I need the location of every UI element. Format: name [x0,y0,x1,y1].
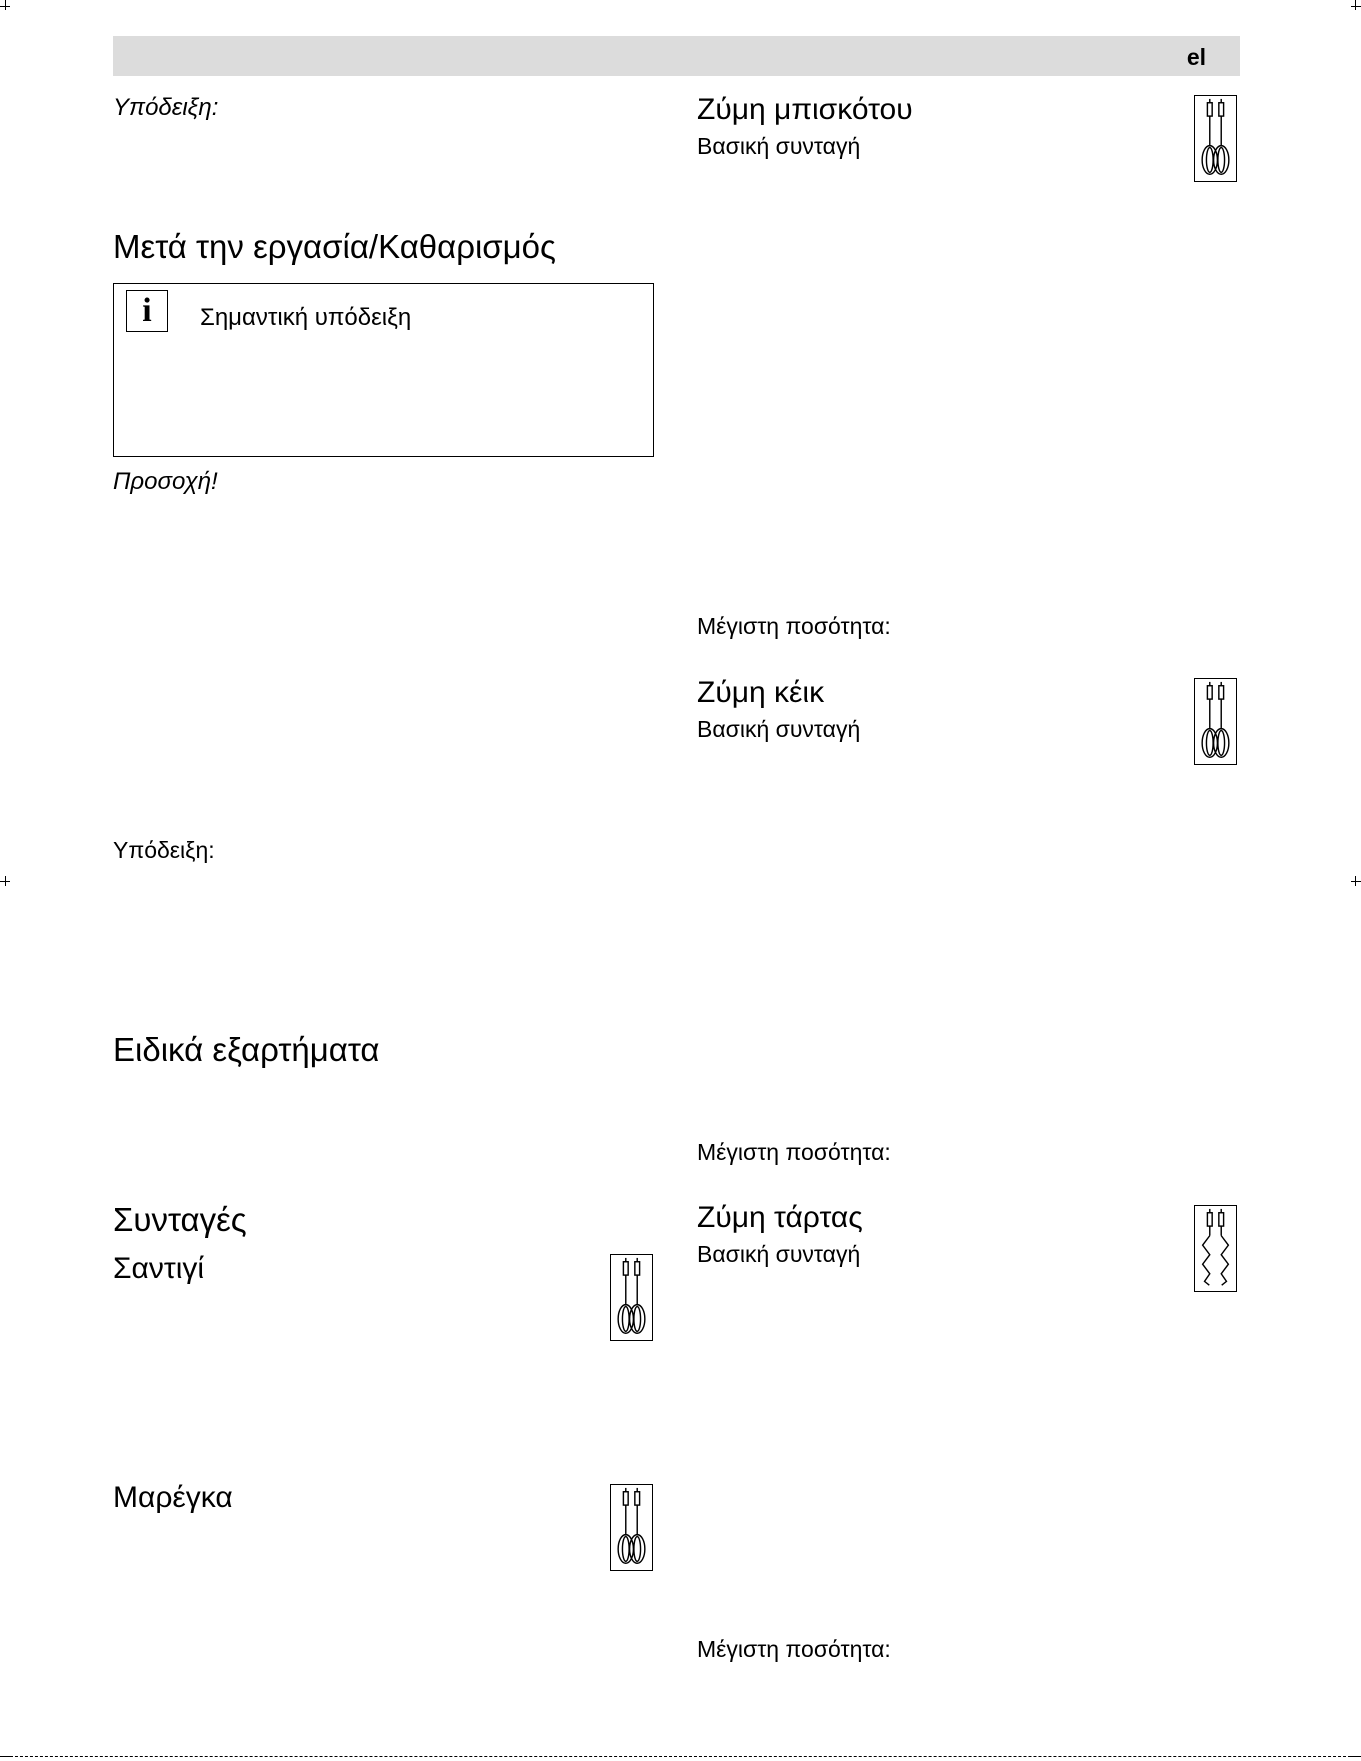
whisk-attachment-icon [610,1254,653,1341]
notice-title: Σημαντική υπόδειξη [200,304,412,331]
max-quantity-label-cake: Μέγιστη ποσότητα: [697,1139,891,1165]
trim-line [0,1756,1361,1757]
section-title-recipes: Συνταγές [113,1201,247,1238]
crop-mark [5,0,6,10]
caution-label: Προσοχή! [113,468,218,495]
language-code: el [1186,44,1206,70]
crop-mark [1355,876,1356,886]
recipe-title-cake: Ζύμη κέικ [697,676,825,709]
crop-mark [1351,6,1361,7]
section-title-after-work: Μετά την εργασία/Καθαρισμός [113,228,556,265]
note-label-2: Υπόδειξη: [113,837,215,863]
dough-hook-attachment-icon [1194,1205,1237,1292]
recipe-title-tart: Ζύμη τάρτας [697,1201,863,1234]
crop-mark [1355,0,1356,10]
important-notice-box [113,283,654,457]
recipe-title-meringue: Μαρέγκα [113,1481,233,1514]
recipe-title-sponge: Ζύμη μπισκότου [697,93,913,126]
crop-mark [5,876,6,886]
whisk-attachment-icon [1194,678,1237,765]
info-icon: i [126,290,168,332]
section-title-accessories: Ειδικά εξαρτήματα [113,1031,380,1068]
recipe-subtitle-sponge: Βασική συνταγή [697,133,861,159]
whisk-attachment-icon [1194,95,1237,182]
crop-mark [1351,881,1361,882]
note-label: Υπόδειξη: [113,94,219,121]
header-bar [113,36,1240,76]
max-quantity-label-sponge: Μέγιστη ποσότητα: [697,613,891,639]
max-quantity-label-tart: Μέγιστη ποσότητα: [697,1636,891,1662]
recipe-subtitle-tart: Βασική συνταγή [697,1241,861,1267]
recipe-title-whipped-cream: Σαντιγί [113,1252,205,1285]
recipe-subtitle-cake: Βασική συνταγή [697,716,861,742]
whisk-attachment-icon [610,1484,653,1571]
